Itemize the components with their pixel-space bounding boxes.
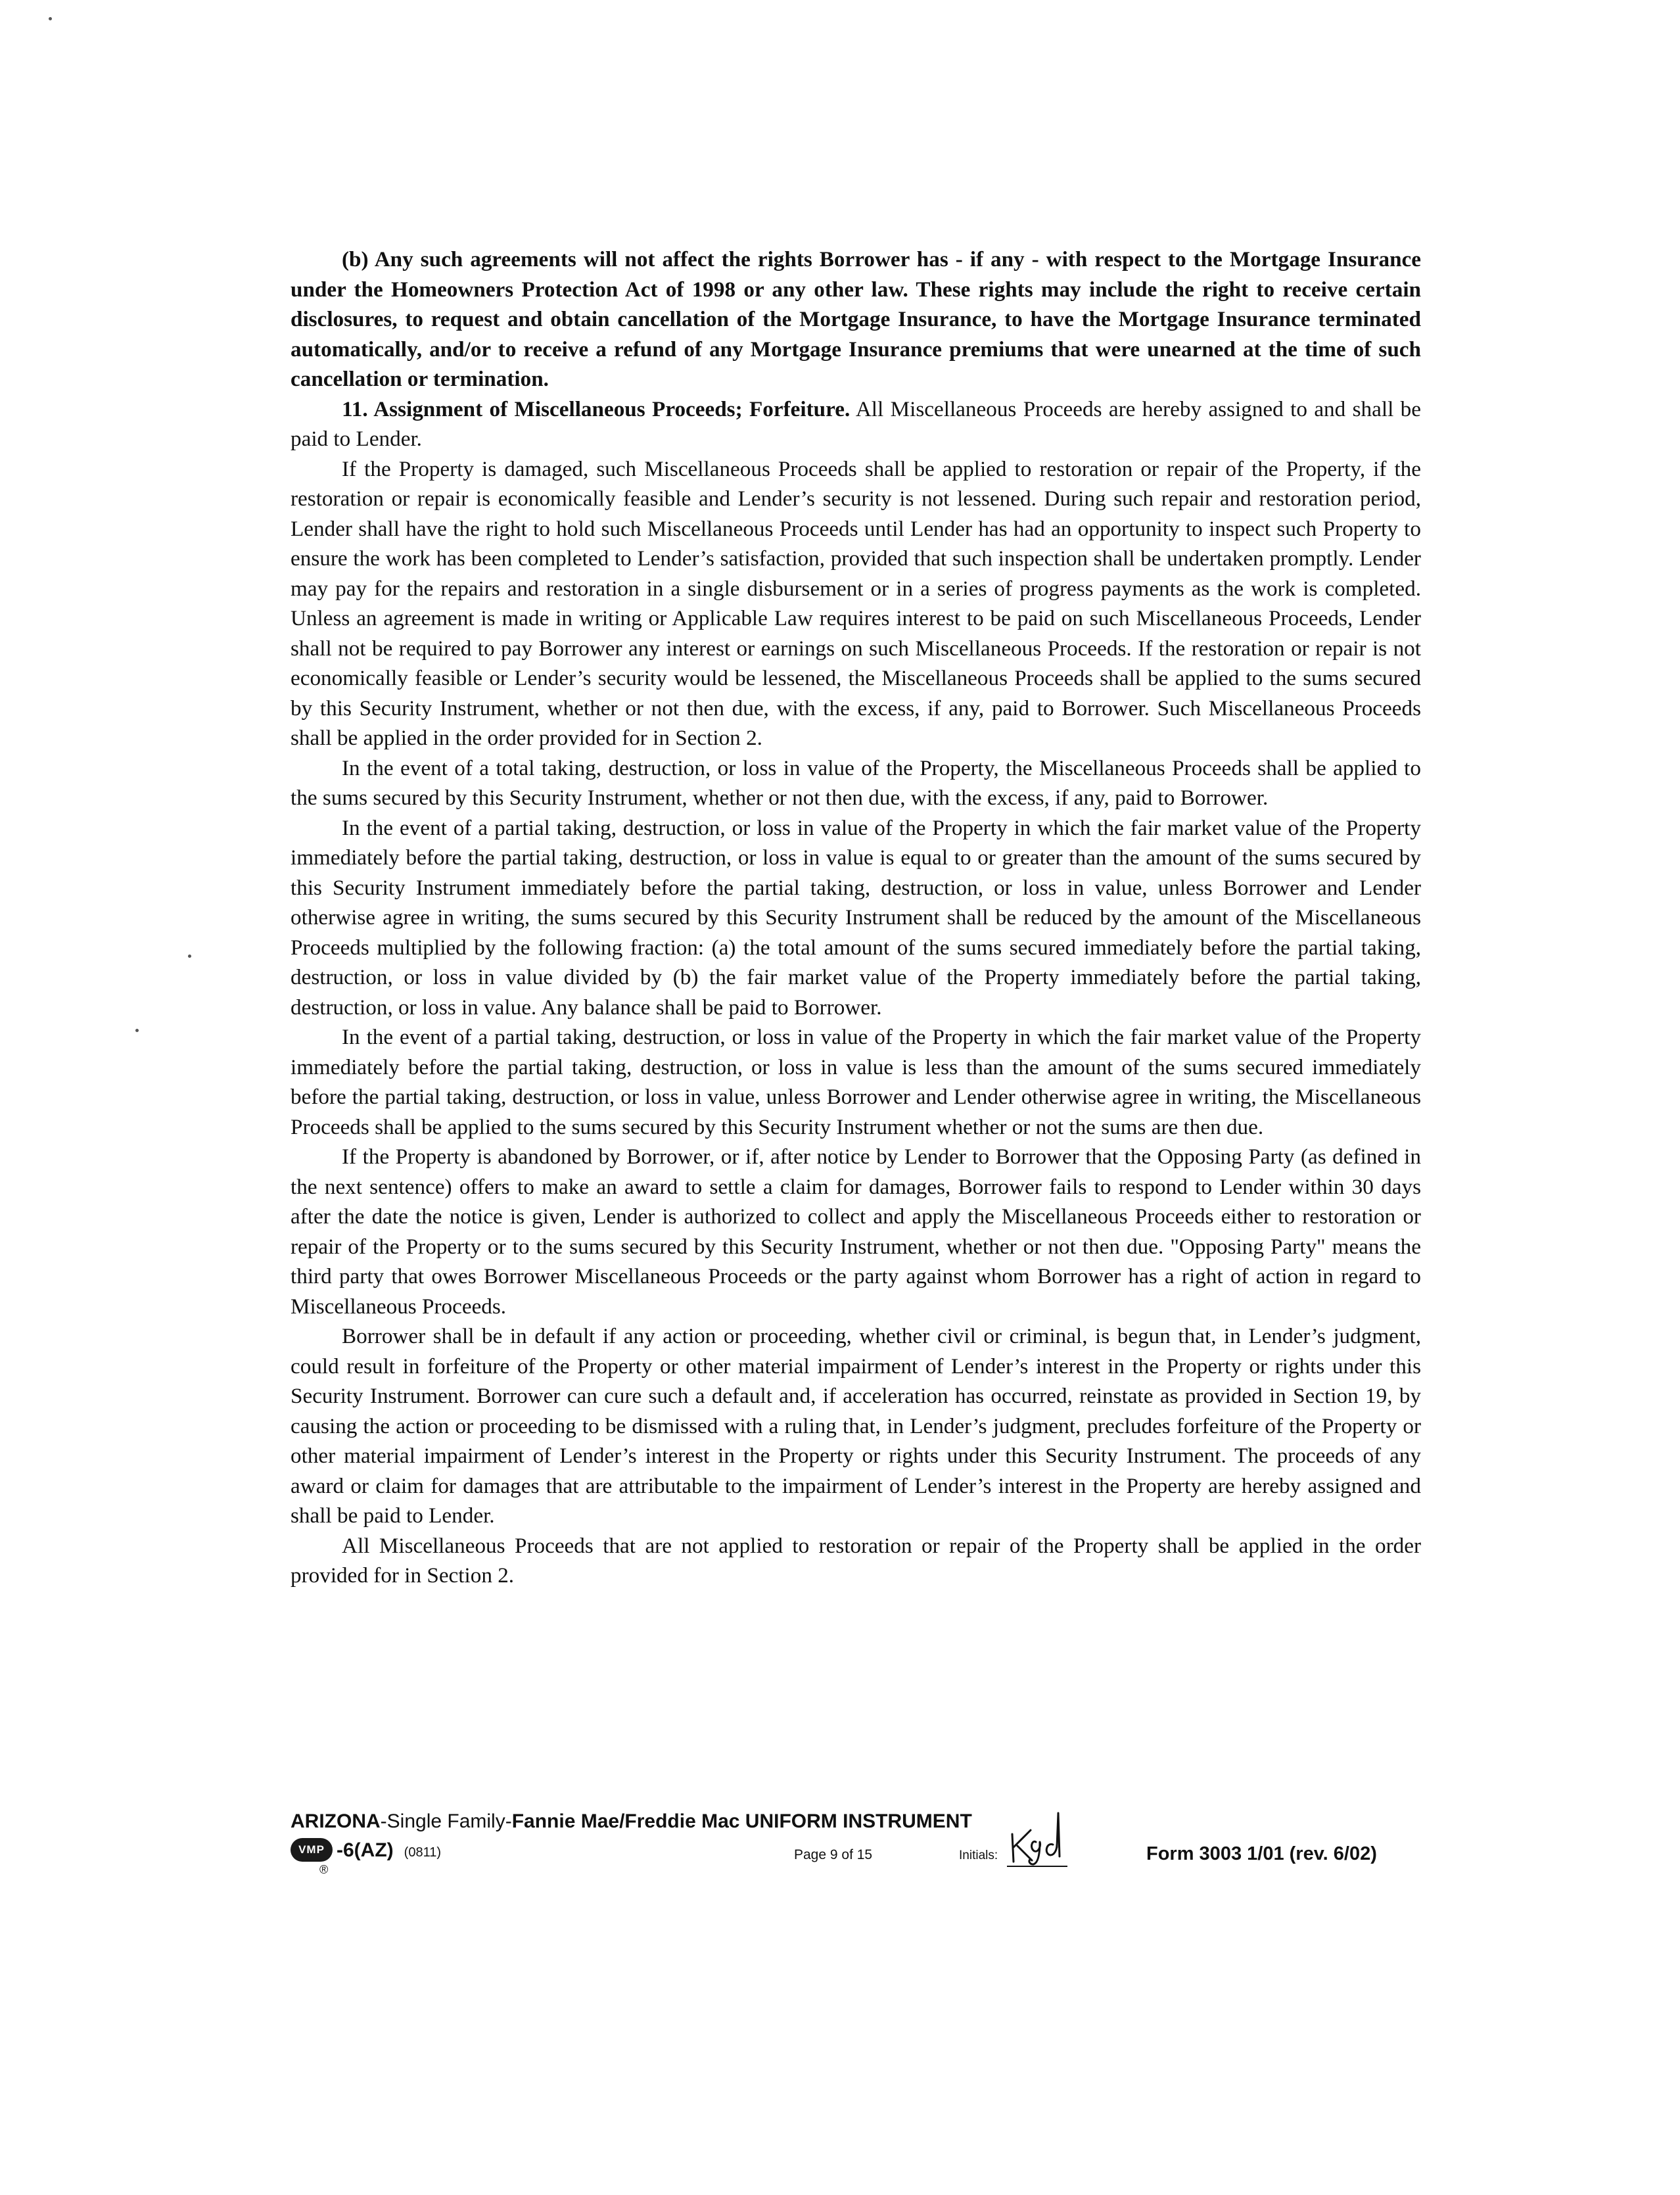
scan-speck-top — [49, 17, 52, 20]
paragraph-section-11 — [291, 394, 1421, 454]
scan-speck-left-2 — [135, 1029, 139, 1032]
form-code-value: -6(AZ) — [337, 1839, 394, 1861]
document-body — [291, 245, 1421, 1591]
form-number: Form 3003 1/01 (rev. 6/02) — [1146, 1843, 1377, 1864]
paragraph-partial-taking-less: In the event of a partial taking, destruction, or loss in value of the Property in which the fair market value of the Property immediately before the partial taking, destruction, or loss in value is less than the amount of the sums secured immediately before the partial taking, destruction, or loss in value, unless Borrower and Lender otherwise agree in writing, the Miscellaneous Proceeds shall be applied to the sums secured by this Security Instrument whether or not the sums are then due. — [291, 1025, 1421, 1139]
paragraph-borrower-default: Borrower shall be in default if any action or proceeding, whether civil or criminal, is begun that, in Lender’s judgment, could result in forfeiture of the Property or other material impairment of Lender’s interest in the Property or rights under this Security Instrument. Borrower can cure such a default and, if acceleration has occurred, reinstate as provided in Section 19, by causing the action or proceeding to be dismissed with a ruling that, in Lender’s judgment, precludes forfeiture of the Property or other material impairment of Lender’s interest in the Property or rights under this Security Instrument. The proceeds of any award or claim for damages that are attributable to the impairment of Lender’s interest in the Property are hereby assigned and shall be paid to Lender. — [291, 1324, 1421, 1528]
form-state: ARIZONA — [291, 1810, 381, 1832]
paragraph-total-taking: In the event of a total taking, destruction, or loss in value of the Property, the Miscellaneous Proceeds shall be applied to the sums secured by this Security Instrument, whether or not then due, with the excess, if any, paid to Borrower. — [291, 755, 1421, 810]
paragraph-property-abandoned: If the Property is abandoned by Borrower, or if, after notice by Lender to Borrower that the Opposing Party (as defined in the next sentence) offers to make an award to settle a claim for damages, Borrower fails to respond to Lender within 30 days after the date the notice is given, Lender is authorized to collect and apply the Miscellaneous Proceeds either to restoration or repair of the Property or to the sums secured by this Security Instrument, whether or not then due. "Opposing Party" means the third party that owes Borrower Miscellaneous Proceeds or the party against whom Borrower has a right of action in regard to Miscellaneous Proceeds. — [291, 1145, 1421, 1319]
form-description-bold: Fannie Mae/Freddie Mac UNIFORM INSTRUMENT — [511, 1810, 972, 1832]
form-description-plain: -Single Family- — [380, 1810, 512, 1832]
paragraph-unapplied-proceeds: All Miscellaneous Proceeds that are not applied to restoration or repair of the Property shall be applied in the order provided for in Section 2. — [291, 1533, 1421, 1588]
form-title — [291, 1810, 972, 1833]
form-code-version: (0811) — [404, 1845, 441, 1860]
form-footer — [291, 1801, 1421, 1893]
paragraph-partial-taking-greater: In the event of a partial taking, destruction, or loss in value of the Property in which the fair market value of the Property immediately before the partial taking, destruction, or loss in value is equal to or greater than the amount of the sums secured by this Security Instrument immediately before the partial taking, destruction, or loss in value, unless Borrower and Lender otherwise agree in writing, the sums secured by this Security Instrument shall be reduced by the amount of the Miscellaneous Proceeds multiplied by the following fraction: (a) the total amount of the sums secured immediately before the partial taking, destruction, or loss in value divided by (b) the fair market value of the Property immediately before the partial taking, destruction, or loss in value. Any balance shall be paid to Borrower. — [291, 815, 1421, 1020]
registered-mark: ® — [319, 1863, 329, 1876]
section-11-heading: 11. Assignment of Miscellaneous Proceeds; Forfeiture. — [342, 396, 851, 421]
page-number: Page 9 of 15 — [794, 1847, 873, 1862]
vmp-logo: VMP — [291, 1838, 333, 1862]
initials-signature — [1006, 1801, 1078, 1867]
paragraph-property-damaged: If the Property is damaged, such Miscellaneous Proceeds shall be applied to restoration or repair of the Property, if the restoration or repair is economically feasible and Lender’s security is not lessened. During such repair and restoration period, Lender shall have the right to hold such Miscellaneous Proceeds until Lender has had an opportunity to inspect such Property to ensure the work has been completed to Lender’s satisfaction, provided that such inspection shall be undertaken promptly. Lender may pay for the repairs and restoration in a single disbursement or in a series of progress payments as the work is completed. Unless an agreement is made in writing or Applicable Law requires interest to be paid on such Miscellaneous Proceeds, Lender shall not be required to pay Borrower any interest or earnings on such Miscellaneous Proceeds. If the restoration or repair is not economically feasible or Lender’s security would be lessened, the Miscellaneous Proceeds shall be applied to the sums secured by this Security Instrument, whether or not then due, with the excess, if any, paid to Borrower. Such Miscellaneous Proceeds shall be applied in the order provided for in Section 2. — [291, 456, 1421, 750]
initials-label: Initials: — [959, 1849, 998, 1862]
paragraph-mortgage-insurance-rights: (b) Any such agreements will not affect the rights Borrower has - if any - with respect to the Mortgage Insurance under the Homeowners Protection Act of 1998 or any other law. These rights may include the right to receive certain disclosures, to request and obtain cancellation of the Mortgage Insurance, to have the Mortgage Insurance terminated automatically, and/or to receive a refund of any Mortgage Insurance premiums that were unearned at the time of such cancellation or termination. — [291, 247, 1421, 391]
initials-line — [1007, 1866, 1067, 1867]
form-code — [337, 1839, 441, 1862]
section-11-text: All Miscellaneous Proceeds are hereby assigned to and shall be paid to Lender. — [291, 396, 1421, 451]
scan-speck-left-1 — [188, 955, 191, 958]
